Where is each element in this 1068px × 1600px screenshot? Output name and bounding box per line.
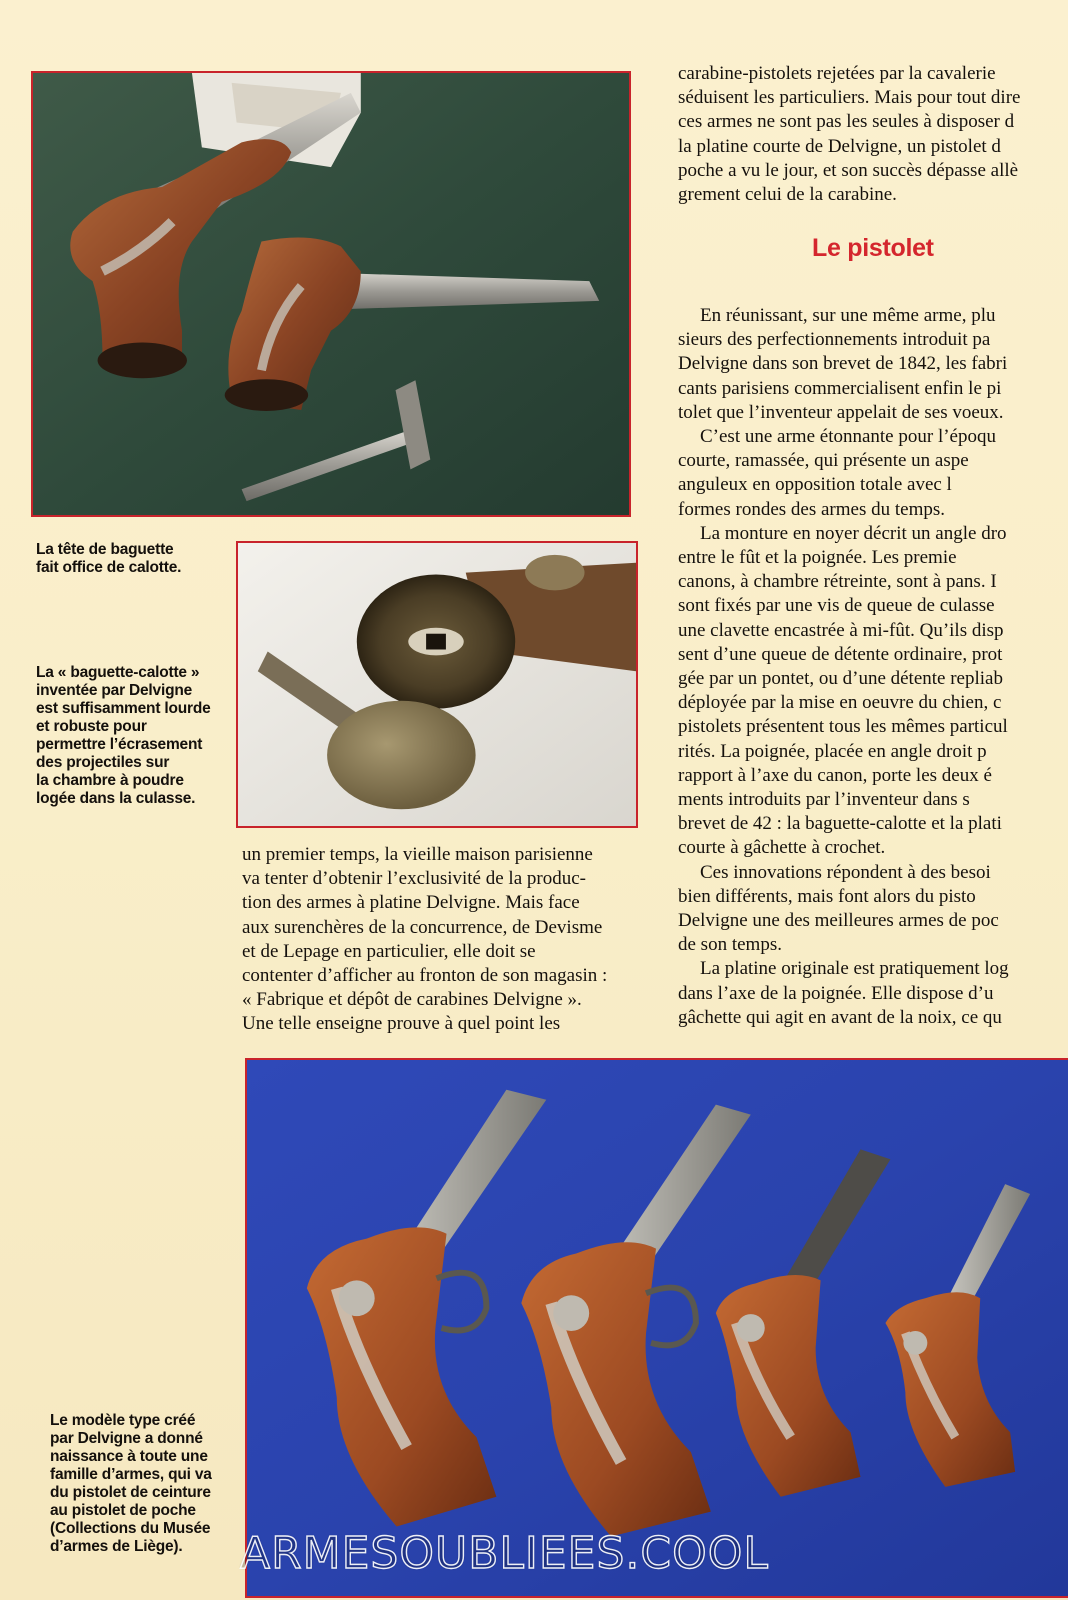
text-line: grement celui de la carabine. bbox=[678, 184, 897, 206]
caption-middle bbox=[36, 664, 211, 808]
caption-line: du pistolet de ceinture bbox=[50, 1484, 211, 1501]
text-line: tolet que l’inventeur appelait de ses voeux. bbox=[678, 401, 1004, 423]
text-line: contenter d’afficher au fronton de son magasin : bbox=[242, 965, 608, 987]
caption-line: logée dans la culasse. bbox=[36, 790, 196, 807]
text-line: Ces innovations répondent à des besoi bbox=[700, 861, 991, 883]
text-line: aux surenchères de la concurrence, de Devisme bbox=[242, 916, 603, 938]
caption-bottom bbox=[50, 1412, 212, 1556]
caption-line: La « baguette-calotte » bbox=[36, 664, 200, 681]
caption-line: est suffisamment lourde bbox=[36, 700, 211, 717]
text-line: « Fabrique et dépôt de carabines Delvigne ». bbox=[242, 989, 582, 1011]
text-line: poche a vu le jour, et son succès dépasse allè bbox=[678, 159, 1019, 181]
text-line: tion des armes à platine Delvigne. Mais face bbox=[242, 892, 580, 914]
watermark: ARMESOUBLIEES.COOL bbox=[240, 1528, 769, 1579]
caption-line: d’armes de Liège). bbox=[50, 1538, 183, 1555]
caption-line: famille d’armes, qui va bbox=[50, 1466, 212, 1483]
photo-four-pistols bbox=[245, 1058, 1068, 1598]
text-line: canons, à chambre rétreinte, sont à pans. I bbox=[678, 571, 997, 593]
caption-line: Le modèle type créé bbox=[50, 1412, 196, 1429]
caption-line: inventée par Delvigne bbox=[36, 682, 193, 699]
text-line: sont fixés par une vis de queue de culasse bbox=[678, 595, 995, 617]
text-line: En réunissant, sur une même arme, plu bbox=[700, 305, 996, 326]
text-line: La platine originale est pratiquement log bbox=[700, 958, 1009, 980]
photo-two-pistols bbox=[31, 71, 631, 517]
text-line: entre le fût et la poignée. Les premie bbox=[678, 547, 957, 569]
photo-four-pistols-image bbox=[247, 1060, 1068, 1596]
text-line: un premier temps, la vieille maison parisienne bbox=[242, 844, 593, 865]
text-line: dans l’axe de la poignée. Elle dispose d’u bbox=[678, 982, 994, 1004]
text-line: cants parisiens commercialisent enfin le pi bbox=[678, 377, 1002, 399]
text-line: va tenter d’obtenir l’exclusivité de la produc- bbox=[242, 868, 586, 890]
text-line: brevet de 42 : la baguette-calotte et la plati bbox=[678, 813, 1002, 835]
text-line: la platine courte de Delvigne, un pistolet d bbox=[678, 135, 1001, 157]
text-line: courte à gâchette à crochet. bbox=[678, 837, 886, 859]
photo-two-pistols-image bbox=[33, 73, 629, 515]
text-line: et de Lepage en particulier, elle doit se bbox=[242, 940, 536, 962]
text-line: anguleux en opposition totale avec l bbox=[678, 474, 952, 496]
caption-line: permettre l’écrasement bbox=[36, 736, 203, 753]
caption-line: fait office de calotte. bbox=[36, 559, 182, 576]
caption-line: naissance à toute une bbox=[50, 1448, 208, 1465]
caption-line: La tête de baguette bbox=[36, 541, 174, 558]
text-line: sent d’une queue de détente ordinaire, prot bbox=[678, 643, 1003, 665]
text-line: gée par un pontet, ou d’une détente repliab bbox=[678, 668, 1003, 690]
text-line: séduisent les particuliers. Mais pour tout dire bbox=[678, 87, 1021, 109]
caption-line: (Collections du Musée bbox=[50, 1520, 211, 1537]
text-line: bien différents, mais font alors du pisto bbox=[678, 885, 976, 907]
text-line: formes rondes des armes du temps. bbox=[678, 498, 945, 520]
caption-line: et robuste pour bbox=[36, 718, 147, 735]
photo-baguette-calotte-image bbox=[238, 543, 636, 826]
right-column-top bbox=[678, 62, 1068, 207]
photo-baguette-calotte bbox=[236, 541, 638, 828]
text-line: courte, ramassée, qui présente un aspe bbox=[678, 450, 969, 472]
text-line: rités. La poignée, placée en angle droit p bbox=[678, 740, 987, 762]
caption-line: des projectiles sur bbox=[36, 754, 170, 771]
text-line: Delvigne dans son brevet de 1842, les fabri bbox=[678, 353, 1008, 375]
text-line: C’est une arme étonnante pour l’époqu bbox=[700, 426, 996, 448]
text-line: pistolets présentent tous les mêmes particul bbox=[678, 716, 1008, 738]
text-line: ments introduits par l’inventeur dans s bbox=[678, 789, 970, 811]
text-line: rapport à l’axe du canon, porte les deux é bbox=[678, 764, 992, 786]
right-column-body bbox=[678, 304, 1068, 1030]
caption-line: au pistolet de poche bbox=[50, 1502, 196, 1519]
text-line: Delvigne une des meilleures armes de poc bbox=[678, 910, 999, 932]
section-heading: Le pistolet bbox=[812, 234, 934, 262]
text-line: de son temps. bbox=[678, 934, 782, 956]
middle-column bbox=[242, 843, 650, 1037]
text-line: carabine-pistolets rejetées par la cavalerie bbox=[678, 63, 996, 84]
text-line: La monture en noyer décrit un angle dro bbox=[700, 522, 1007, 544]
text-line: ces armes ne sont pas les seules à disposer d bbox=[678, 111, 1015, 133]
text-line: déployée par la mise en oeuvre du chien, c bbox=[678, 692, 1002, 714]
caption-line: la chambre à poudre bbox=[36, 772, 184, 789]
text-line: sieurs des perfectionnements introduit pa bbox=[678, 329, 991, 351]
text-line: Une telle enseigne prouve à quel point les bbox=[242, 1013, 561, 1035]
caption-top bbox=[36, 541, 181, 577]
caption-line: par Delvigne a donné bbox=[50, 1430, 203, 1447]
text-line: gâchette qui agit en avant de la noix, ce qu bbox=[678, 1006, 1002, 1028]
text-line: une clavette encastrée à mi-fût. Qu’ils disp bbox=[678, 619, 1004, 641]
